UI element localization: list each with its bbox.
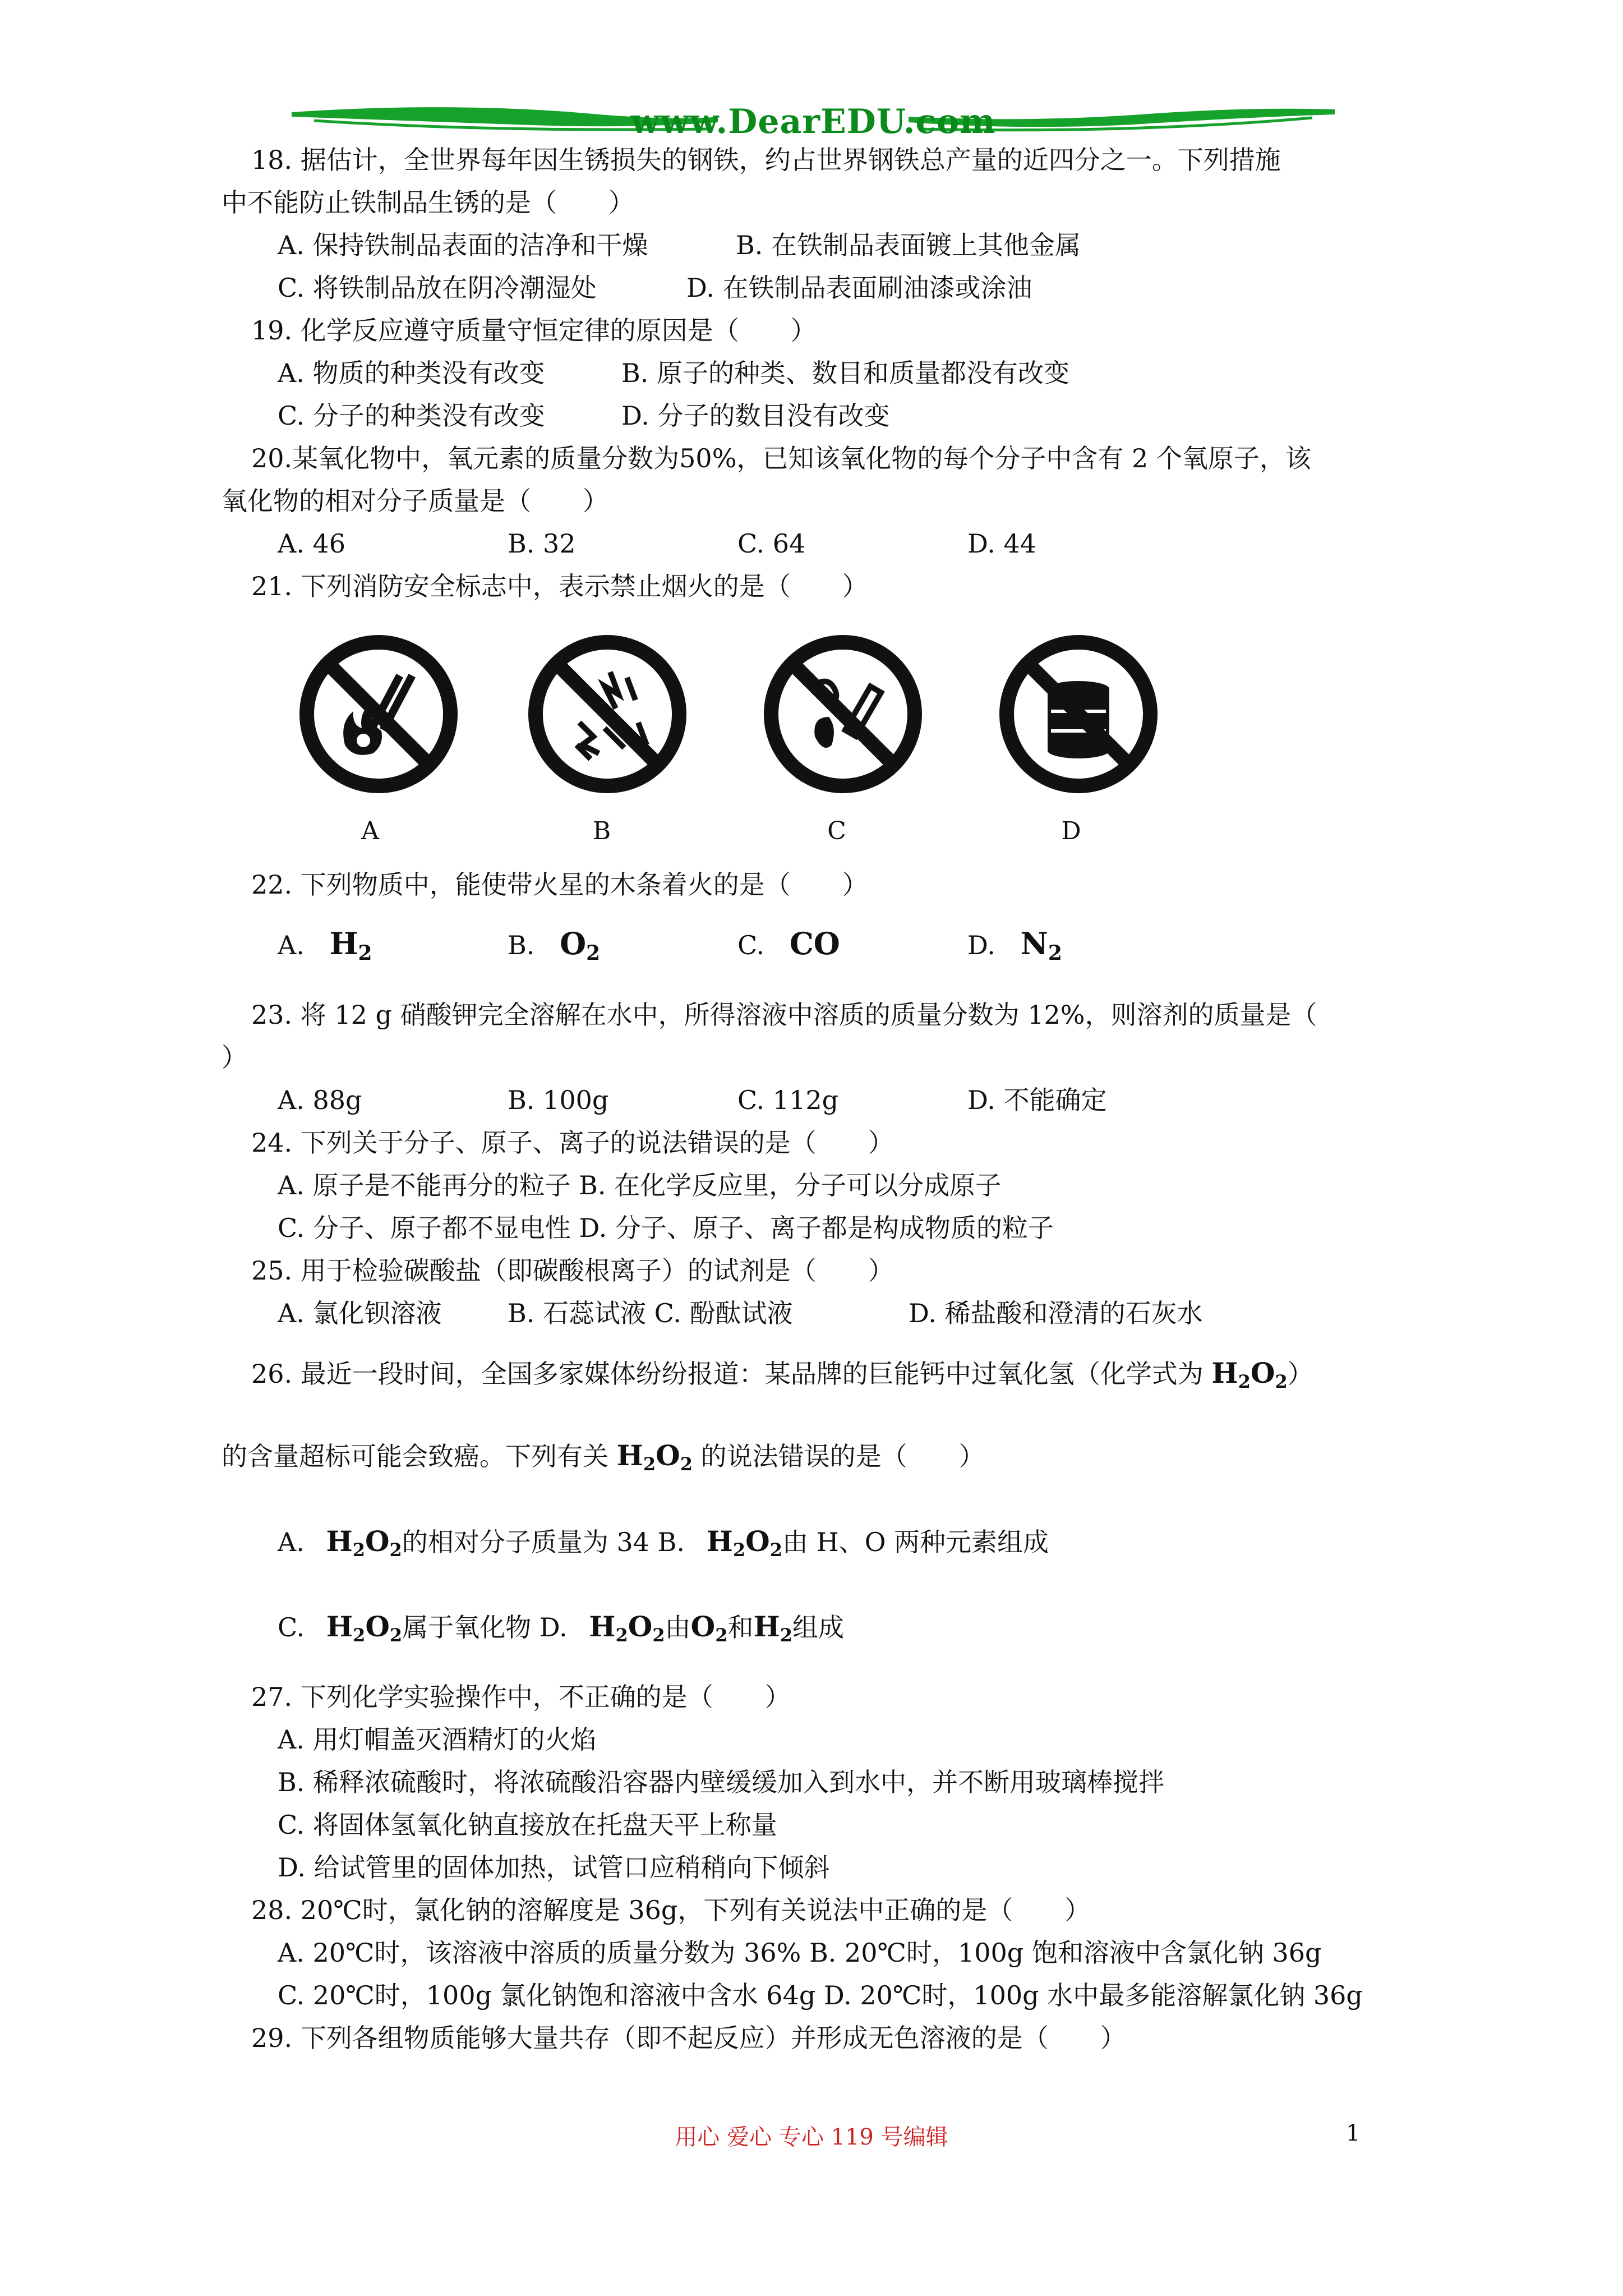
q24-options-ab: A. 原子是不能再分的粒子 B. 在化学反应里，分子可以分成原子 (278, 1170, 1002, 1200)
sign-label-a: A (361, 817, 379, 845)
q25-options-bc: B. 石蕊试液 C. 酚酞试液 (508, 1298, 793, 1328)
q22-formula-b: $O_2$ (560, 926, 601, 965)
q20-option-b: B. 32 (508, 528, 576, 559)
q22-option-c (737, 926, 840, 962)
formula-h2: $H_2$ (753, 1610, 792, 1646)
no-open-flame-icon (297, 633, 460, 795)
q23-option-a: A. 88g (278, 1085, 362, 1115)
q25-option-a: A. 氯化钡溶液 (278, 1298, 442, 1328)
q20-stem-1: 20.某氧化物中，氧元素的质量分数为50%，已知该氧化物的每个分子中含有 2 个氧原子，该 (251, 443, 1311, 473)
q19-option-c: C. 分子的种类没有改变 (278, 401, 545, 431)
page-footer: 用心 爱心 专心 119 号编辑 (675, 2124, 948, 2150)
q22-option-c-label: C. (737, 930, 765, 960)
brand-url[interactable]: www.DearEDU.com (630, 102, 996, 141)
sign-label-b: B (592, 817, 611, 845)
q22-option-d (967, 926, 1062, 965)
q20-option-a: A. 46 (278, 528, 345, 559)
q22-formula-c: CO (789, 926, 840, 961)
no-smoking-icon (762, 633, 924, 795)
q25-stem: 25. 用于检验碳酸盐（即碳酸根离子）的试剂是（ ） (251, 1255, 894, 1286)
q19-option-a: A. 物质的种类没有改变 (278, 358, 545, 388)
q28-options-cd: C. 20℃时，100g 氯化钠饱和溶液中含水 64g D. 20℃时，100g 水中最多能溶解氯化钠 36g (278, 1980, 1363, 2010)
sign-label-c: C (827, 817, 846, 845)
q22-formula-a: $H_2$ (329, 926, 372, 965)
formula-h2o2: $H_2O_2$ (616, 1439, 693, 1475)
q28-stem: 28. 20℃时，氯化钠的溶解度是 36g，下列有关说法中正确的是（ ） (251, 1895, 1091, 1925)
q23-stem-1: 23. 将 12 g 硝酸钾完全溶解在水中，所得溶液中溶质的质量分数为 12%，则溶剂的质量是（ (251, 1000, 1317, 1030)
q18-option-a: A. 保持铁制品表面的洁净和干燥 (278, 230, 648, 260)
q26-stem-2: 的含量超标可能会致癌。下列有关 $H_2O_2$ 的说法错误的是（ ） (222, 1439, 985, 1475)
q27-option-d: D. 给试管里的固体加热，试管口应稍稍向下倾斜 (278, 1852, 830, 1883)
q28-options-ab: A. 20℃时，该溶液中溶质的质量分数为 36% B. 20℃时，100g 饱和溶液中含氯化钠 36g (278, 1938, 1322, 1968)
q22-option-b-label: B. (508, 930, 535, 960)
sign-label-d: D (1061, 817, 1081, 845)
q20-option-c: C. 64 (737, 528, 806, 559)
q29-stem: 29. 下列各组物质能够大量共存（即不起反应）并形成无色溶液的是（ ） (251, 2023, 1126, 2053)
q23-option-d: D. 不能确定 (967, 1085, 1107, 1115)
formula-h2o2: $H_2O_2$ (589, 1610, 665, 1646)
q23-option-c: C. 112g (737, 1085, 839, 1115)
q24-stem: 24. 下列关于分子、原子、离子的说法错误的是（ ） (251, 1128, 894, 1158)
page-number: 1 (1346, 2120, 1361, 2146)
q22-option-a-label: A. (278, 930, 305, 960)
q22-stem: 22. 下列物质中，能使带火星的木条着火的是（ ） (251, 869, 868, 900)
q26-options-cd: C. $H_2O_2$属于氧化物 D. $H_2O_2$由$O_2$和$H_2$组成 (278, 1610, 844, 1646)
q27-option-a: A. 用灯帽盖灭酒精灯的火焰 (278, 1724, 597, 1755)
no-fireworks-icon (526, 633, 689, 795)
formula-h2o2: $H_2O_2$ (706, 1525, 782, 1561)
q23-stem-2: ） (222, 1042, 247, 1073)
q27-option-b: B. 稀释浓硫酸时，将浓硫酸沿容器内壁缓缓加入到水中，并不断用玻璃棒搅拌 (278, 1767, 1165, 1797)
q22-option-b (508, 926, 600, 965)
q20-option-d: D. 44 (967, 528, 1037, 559)
q23-option-b: B. 100g (508, 1085, 609, 1115)
q19-option-d: D. 分子的数目没有改变 (621, 401, 890, 431)
formula-h2o2: $H_2O_2$ (1211, 1356, 1288, 1392)
q25-option-d: D. 稀盐酸和澄清的石灰水 (909, 1298, 1203, 1328)
q18-option-b: B. 在铁制品表面镀上其他金属 (736, 230, 1081, 260)
formula-h2o2: $H_2O_2$ (326, 1525, 402, 1561)
q18-stem-2: 中不能防止铁制品生锈的是（ ） (222, 187, 634, 218)
formula-h2o2: $H_2O_2$ (326, 1610, 403, 1646)
q22-option-d-label: D. (967, 930, 995, 960)
formula-o2: $O_2$ (690, 1610, 728, 1646)
q18-stem-1: 18. 据估计，全世界每年因生锈损失的钢铁，约占世界钢铁总产量的近四分之一。下列措施 (251, 145, 1281, 175)
q20-stem-2: 氧化物的相对分子质量是（ ） (222, 486, 608, 516)
q27-option-c: C. 将固体氢氧化钠直接放在托盘天平上称量 (278, 1810, 777, 1840)
q22-formula-d: $N_2$ (1020, 926, 1062, 965)
q22-option-a (278, 926, 372, 965)
q18-option-d: D. 在铁制品表面刷油漆或涂油 (686, 273, 1032, 303)
q27-stem: 27. 下列化学实验操作中，不正确的是（ ） (251, 1682, 791, 1712)
q19-stem: 19. 化学反应遵守质量守恒定律的原因是（ ） (251, 315, 817, 346)
q18-option-c: C. 将铁制品放在阴冷潮湿处 (278, 273, 597, 303)
q19-option-b: B. 原子的种类、数目和质量都没有改变 (621, 358, 1070, 388)
q24-options-cd: C. 分子、原子都不显电性 D. 分子、原子、离子都是构成物质的粒子 (278, 1213, 1054, 1243)
q21-stem: 21. 下列消防安全标志中，表示禁止烟火的是（ ） (251, 571, 868, 601)
q26-options-ab: A. $H_2O_2$的相对分子质量为 34 B. $H_2O_2$由 H、O 两种元素组成 (278, 1525, 1049, 1561)
no-flammables-icon (997, 633, 1160, 795)
q26-stem-1: 26. 最近一段时间，全国多家媒体纷纷报道：某品牌的巨能钙中过氧化氢（化学式为 $H_2O_2$） (251, 1356, 1313, 1392)
